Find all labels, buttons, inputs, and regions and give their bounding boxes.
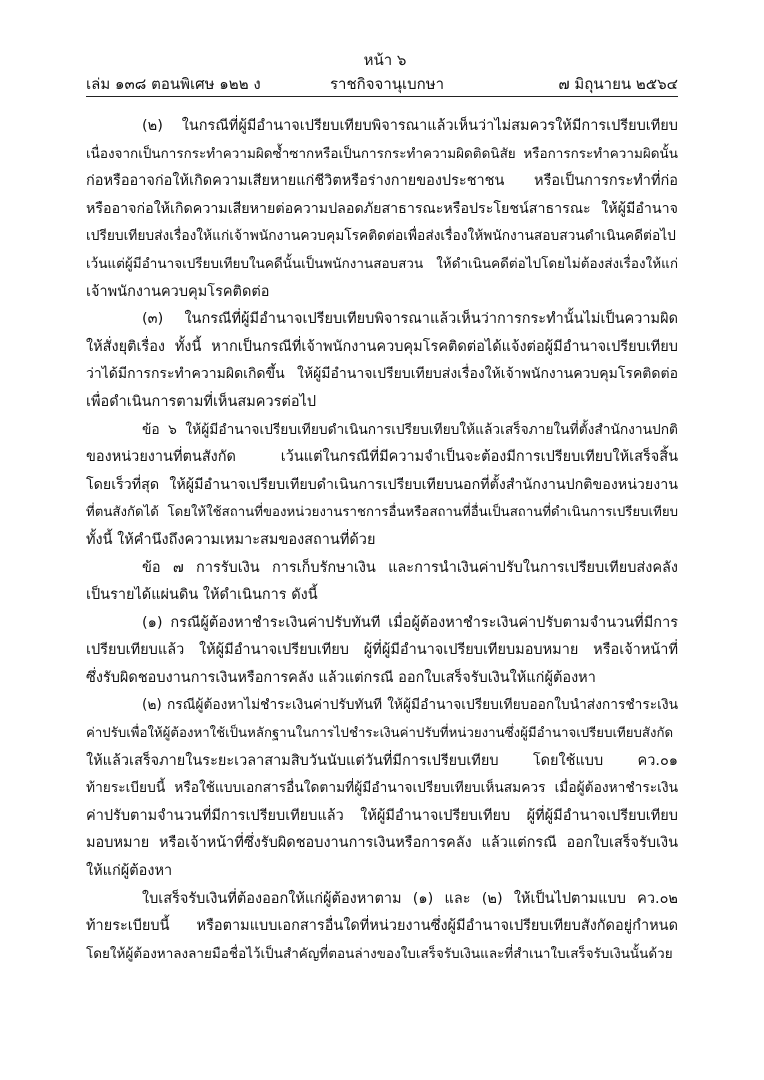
text-line: ข้อ ๗ การรับเงิน การเก็บรักษาเงิน และการนำเงินค่าปรับในการเปรียบเทียบส่งคลัง (142, 559, 678, 576)
text-line: ให้สั่งยุติเรื่อง ทั้งนี้ หากเป็นกรณีที่เจ้าพนักงานควบคุมโรคติดต่อได้แจ้งต่อผู้มีอำนาจเปรียบเทียบ (86, 338, 678, 355)
text-line: (๒) ในกรณีที่ผู้มีอำนาจเปรียบเทียบพิจารณาแล้วเห็นว่าไม่สมควรให้มีการเปรียบเทียบ (142, 118, 678, 134)
volume-issue: เล่ม ๑๓๘ ตอนพิเศษ ๑๒๒ ง (86, 75, 261, 93)
publication-title: ราชกิจจานุเบกษา (330, 75, 445, 93)
text-line: ใบเสร็จรับเงินที่ต้องออกให้แก่ผู้ต้องหาตาม (๑) และ (๒) ให้เป็นไปตามแบบ คว.๐๒ (142, 890, 678, 907)
page-number: หน้า ๖ (363, 51, 407, 69)
page-header (86, 73, 678, 95)
text-line: ของหน่วยงานที่ตนสังกัด เว้นแต่ในกรณีที่มีความจำเป็นจะต้องมีการเปรียบเทียบให้เสร็จสิ้น (86, 449, 678, 466)
text-line: หรืออาจก่อให้เกิดความเสียหายต่อความปลอดภัยสาธารณะหรือประโยชน์สาธารณะ ให้ผู้มีอำนาจ (86, 200, 678, 217)
text-line: ค่าปรับเพื่อให้ผู้ต้องหาใช้เป็นหลักฐานในการไปชำระเงินค่าปรับที่หน่วยงานซึ่งผู้มีอำนาจเปรียบเทียบสังกัด (86, 726, 674, 742)
text-line: ให้แล้วเสร็จภายในระยะเวลาสามสิบวันนับแต่วันที่มีการเปรียบเทียบ โดยใช้แบบ คว.๐๑ (86, 752, 678, 769)
text-line: ข้อ ๖ ให้ผู้มีอำนาจเปรียบเทียบดำเนินการเปรียบเทียบให้แล้วเสร็จภายในที่ตั้งสำนักงานปกติ (142, 421, 678, 438)
text-line: โดยเร็วที่สุด ให้ผู้มีอำนาจเปรียบเทียบดำเนินการเปรียบเทียบนอกที่ตั้งสำนักงานปกติของหน่วยงาน (86, 476, 678, 493)
text-line: เนื่องจากเป็นการกระทำความผิดซ้ำซากหรือเป็นการกระทำความผิดติดนิสัย หรือการกระทำความผิดนั้น (86, 145, 678, 162)
text-line: ให้แก่ผู้ต้องหา (86, 863, 173, 880)
text-line: (๑) กรณีผู้ต้องหาชำระเงินค่าปรับทันที เมื่อผู้ต้องหาชำระเงินค่าปรับตามจำนวนที่มีการ (142, 614, 678, 631)
document-body (86, 113, 678, 968)
text-line: เปรียบเทียบส่งเรื่องให้แก่เจ้าพนักงานควบคุมโรคติดต่อเพื่อส่งเรื่องให้พนักงานสอบสวนดำเนินคดีต่อไป (86, 228, 676, 245)
text-line: ซึ่งรับผิดชอบงานการเงินหรือการคลัง แล้วแต่กรณี ออกใบเสร็จรับเงินให้แก่ผู้ต้องหา (86, 669, 596, 686)
text-line: ท้ายระเบียบนี้ หรือตามแบบเอกสารอื่นใดที่หน่วยงานซึ่งผู้มีอำนาจเปรียบเทียบสังกัดอยู่กำหนด (86, 918, 678, 935)
text-line: ที่ตนสังกัดได้ โดยให้ใช้สถานที่ของหน่วยงานราชการอื่นหรือสถานที่อื่นเป็นสถานที่ดำเนินการเปรียบเทียบ (86, 505, 678, 521)
text-line: เพื่อดำเนินการตามที่เห็นสมควรต่อไป (86, 393, 317, 410)
publication-date: ๗ มิถุนายน ๒๕๖๔ (558, 75, 678, 93)
text-line: (๒) กรณีผู้ต้องหาไม่ชำระเงินค่าปรับทันที ให้ผู้มีอำนาจเปรียบเทียบออกใบนำส่งการชำระเงิน (142, 697, 678, 714)
text-line: โดยให้ผู้ต้องหาลงลายมือชื่อไว้เป็นสำคัญที่ตอนล่างของใบเสร็จรับเงินและที่สำเนาใบเสร็จรับเงินนั้นด้วย (86, 945, 673, 962)
text-line: ท้ายระเบียบนี้ หรือใช้แบบเอกสารอื่นใดตามที่ผู้มีอำนาจเปรียบเทียบเห็นสมควร เมื่อผู้ต้องหาชำระเงิน (86, 780, 678, 797)
text-line: ว่าได้มีการกระทำความผิดเกิดขึ้น ให้ผู้มีอำนาจเปรียบเทียบส่งเรื่องให้เจ้าพนักงานควบคุมโรคติดต่อ (86, 366, 678, 383)
text-line: เจ้าพนักงานควบคุมโรคติดต่อ (86, 283, 270, 300)
text-line: เปรียบเทียบแล้ว ให้ผู้มีอำนาจเปรียบเทียบ ผู้ที่ผู้มีอำนาจเปรียบเทียบมอบหมาย หรือเจ้าหน้าที่ (86, 642, 678, 659)
text-line: ทั้งนี้ ให้คำนึงถึงความเหมาะสมของสถานที่ด้วย (86, 531, 376, 548)
text-line: ก่อหรืออาจก่อให้เกิดความเสียหายแก่ชีวิตหรือร่างกายของประชาชน หรือเป็นการกระทำที่ก่อ (86, 173, 678, 190)
text-line: เว้นแต่ผู้มีอำนาจเปรียบเทียบในคดีนั้นเป็นพนักงานสอบสวน ให้ดำเนินคดีต่อไปโดยไม่ต้องส่งเรื่องให้แก่ (86, 255, 678, 272)
header-divider (86, 96, 678, 97)
text-line: เป็นรายได้แผ่นดิน ให้ดำเนินการ ดังนี้ (86, 587, 318, 604)
text-line: ค่าปรับตามจำนวนที่มีการเปรียบเทียบแล้ว ให้ผู้มีอำนาจเปรียบเทียบ ผู้ที่ผู้มีอำนาจเปรียบเทียบ (86, 807, 678, 824)
text-line: มอบหมาย หรือเจ้าหน้าที่ซึ่งรับผิดชอบงานการเงินหรือการคลัง แล้วแต่กรณี ออกใบเสร็จรับเงิน (86, 835, 678, 852)
text-line: (๓) ในกรณีที่ผู้มีอำนาจเปรียบเทียบพิจารณาแล้วเห็นว่าการกระทำนั้นไม่เป็นความผิด (142, 311, 678, 328)
